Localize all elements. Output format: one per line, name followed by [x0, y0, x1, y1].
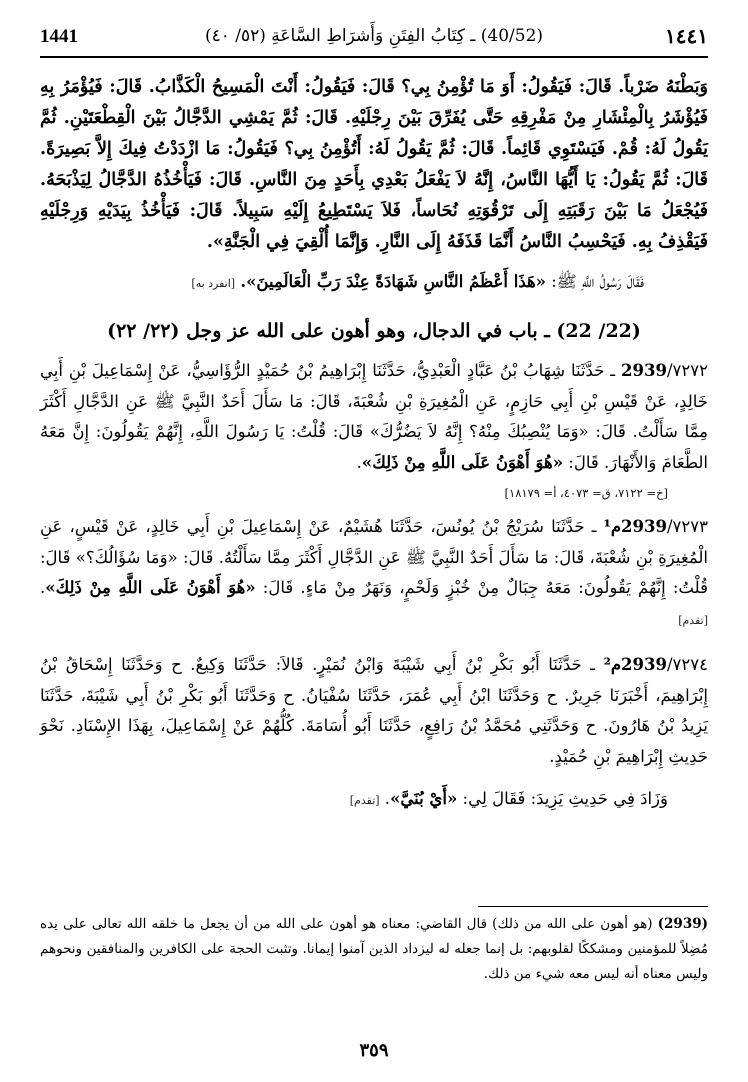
hadith-number-arabic: ٧٢٧٣/ — [666, 517, 708, 536]
footnote-label: (2939) — [657, 916, 708, 932]
main-text — [40, 72, 708, 816]
hadith-highlight: «هُوَ أَهْوَنُ عَلَى اللَّهِ مِنْ ذَلِكَ» — [361, 452, 564, 472]
hadith-number: 2939 — [621, 361, 667, 380]
quote-tag: [انفرد به] — [191, 277, 236, 290]
hadith-number-arabic: ٧٢٧٤/ — [666, 655, 708, 674]
hadith-number: 2939م² — [603, 655, 667, 674]
addition-end: . — [379, 789, 391, 808]
narration-paragraph: وَبَطْنَهُ ضَرْباً. قَالَ: فَيَقُولُ: أَوَ مَا تُؤْمِنُ بِي؟ قَالَ: فَيَقُولُ: أَنْتَ الْمَسِيحُ الْكَذَّابُ. قَالَ: فَيُؤْمَرُ بِهِ فَيُؤْشَرُ بِالْمِئْشَارِ مِنْ مَفْرِقِهِ حَتَّى يُفَرِّقَ بَيْنَ رِجْلَيْهِ. قَالَ: ثُمَّ يَمْشِي الدَّجَّالُ بَيْنَ الْقِطْعَتَيْنِ. ثُمَّ يَقُولُ لَهُ: قُمْ. فَيَسْتَوِي قَائِماً. قَالَ: ثُمَّ يَقُولُ لَهُ: أَتُؤْمِنُ بِي؟ فَيَقُولُ: مَا ازْدَدْتُ فِيكَ إِلاَّ بَصِيرَةً. قَالَ: ثُمَّ يَقُولُ: يَا أَيُّهَا النَّاسُ، إِنَّهُ لاَ يَفْعَلُ بَعْدِي بِأَحَدٍ مِنَ النَّاسِ. قَالَ: فَيَأْخُذُهُ الدَّجَّالُ لِيَذْبَحَهُ. فَيُجْعَلُ مَا بَيْنَ رَقَبَتِهِ إِلَى تَرْقُوَتِهِ نُحَاساً، فَلاَ يَسْتَطِيعُ إِلَيْهِ سَبِيلاً. قَالَ: فَيَأْخُذُ بِيَدَيْهِ وَرِجْلَيْهِ فَيَقْذِفُ بِهِ. فَيَحْسِبُ النَّاسُ أَنَّمَا قَذَفَهُ إِلَى النَّارِ. وَإِنَّمَا أُلْقِيَ فِي الْجَنَّةِ». — [40, 77, 708, 252]
addition-text: وَزَادَ فِي حَدِيثِ يَزِيدَ: فَقَالَ لِي: — [457, 789, 668, 808]
hadith-text: ـ حَدَّثَنَا سُرَيْجُ بْنُ يُونُسَ، حَدَّثَنَا هُشَيْمٌ، عَنْ إِسْمَاعِيلَ بْنِ أَبِي خَالِدٍ، عَنْ قَيْسٍ، عَنِ الْمُغِيرَةِ بْنِ شُعْبَةَ، قَالَ: مَا سَأَلَ أَحَدٌ النَّبِيَّ ﷺ عَنِ الدَّجَّالِ أَكْثَرَ مِمَّا سَأَلْتُهُ. قَالَ: «وَمَا سُؤَالُكَ؟» قَالَ: قُلْتُ: إِنَّهُمْ يَقُولُونَ: مَعَهُ جِبَالٌ مِنْ خُبْزٍ وَلَحْمٍ، وَنَهَرٌ مِنْ مَاءٍ. قَالَ: — [40, 517, 708, 597]
hadith-number-arabic: ٧٢٧٢/ — [666, 361, 708, 380]
hadith-7273 — [40, 512, 708, 636]
hadith-7272 — [40, 356, 708, 478]
running-title: (40/52) ـ كِتَابُ الفِتَنِ وَأَشرَاطِ السَّاعَةِ (٥٢/ ٤٠) — [204, 26, 544, 46]
addition-note — [40, 784, 708, 816]
footnote-text: (هو أهون على الله من ذلك) قال القاضي: معناه هو أهون على الله من أن يجعل ما خلقه الله تعالى على يده مُضِلاً للمؤمنين ومشككًا لقلوبهم: بل إنما جعله له ليزداد الذين آمنوا إيمانا. وتثبت الحجة على الكافرين والمنافقين ونحوهم وليس معناه أنه ليس معه شيء من ذلك. — [40, 916, 708, 982]
quote-text: «هَذَا أَعْظَمُ النَّاسِ شَهَادَةً عِنْدَ رَبِّ الْعَالَمِينَ». — [240, 272, 546, 291]
page-number-arabic: ١٤٤١ — [665, 24, 708, 48]
chapter-heading: (22/ 22) ـ باب في الدجال، وهو أهون على الله عز وجل (٢٢/ ٢٢) — [107, 320, 641, 342]
quote-prefix: فَقَالَ رَسُولُ اللَّهِ ﷺ: — [546, 272, 644, 291]
hadith-number: 2939م¹ — [603, 517, 667, 536]
hadith-end: . — [356, 452, 362, 472]
addition-highlight: «أَيْ بُنَيَّ» — [390, 789, 458, 808]
footnote-divider — [478, 906, 708, 907]
running-header — [40, 20, 708, 58]
prophet-quote — [40, 268, 708, 298]
hadith-tag: [تقدم] — [678, 613, 708, 627]
hadith-7274 — [40, 650, 708, 772]
hadith-end: . — [40, 578, 46, 597]
footnote — [40, 912, 708, 987]
hadith-highlight: «هُوَ أَهْوَنُ عَلَى اللَّهِ مِنْ ذَلِكَ» — [45, 578, 256, 597]
hadith-references: [خ= ٧١٢٢، ق= ٤٠٧٣، أ= ١٨١٧٩] — [504, 486, 668, 500]
page-number-latin: 1441 — [40, 26, 78, 47]
hadith-text: ـ حَدَّثَنَا أَبُو بَكْرِ بْنُ أَبِي شَيْبَةَ وَابْنُ نُمَيْرٍ. قَالاَ: حَدَّثَنَا وَكِيعٌ. ح وَحَدَّثَنَا إِسْحَاقُ بْنُ إِبْرَاهِيمَ، أَخْبَرَنَا جَرِيرٌ. ح وَحَدَّثَنَا ابْنُ أَبِي عُمَرَ، حَدَّثَنَا سُفْيَانُ. ح وَحَدَّثَنَا أَبُو بَكْرِ بْنُ أَبِي شَيْبَةَ، حَدَّثَنَا يَزِيدُ بْنُ هَارُونَ. ح وَحَدَّثَنِي مُحَمَّدُ بْنُ رَافِعٍ، حَدَّثَنَا أَبُو أُسَامَةَ. كُلُّهُمْ عَنْ إِسْمَاعِيلَ، بِهَذَا الإِسْنَادِ. نَحْوَ حَدِيثِ إِبْرَاهِيمَ بْنِ حُمَيْدٍ. — [40, 655, 708, 766]
addition-tag: [تقدم] — [349, 794, 380, 807]
page-number-footer: ٣٥٩ — [359, 1040, 389, 1061]
hadith-text: ـ حَدَّثَنَا شِهَابُ بْنُ عَبَّادٍ الْعَبْدِيُّ، حَدَّثَنَا إِبْرَاهِيمُ بْنُ حُمَيْدٍ الرُّؤَاسِيُّ، عَنْ إِسْمَاعِيلَ بْنِ أَبِي خَالِدٍ، عَنْ قَيْسِ بْنِ أَبِي حَازِمٍ، عَنِ الْمُغِيرَةِ بْنِ شُعْبَةَ، قَالَ: مَا سَأَلَ أَحَدٌ النَّبِيَّ ﷺ عَنِ الدَّجَّالِ أَكْثَرَ مِمَّا سَأَلْتُ. قَالَ: «وَمَا يُنْصِبُكَ مِنْهُ؟ إِنَّهُ لاَ يَضُرُّكَ» قَالَ: قُلْتُ: يَا رَسُولَ اللَّهِ، إِنَّهُمْ يَقُولُونَ: إِنَّ مَعَهُ الطَّعَامَ وَالأَنْهَارَ. قَالَ: — [40, 361, 708, 472]
